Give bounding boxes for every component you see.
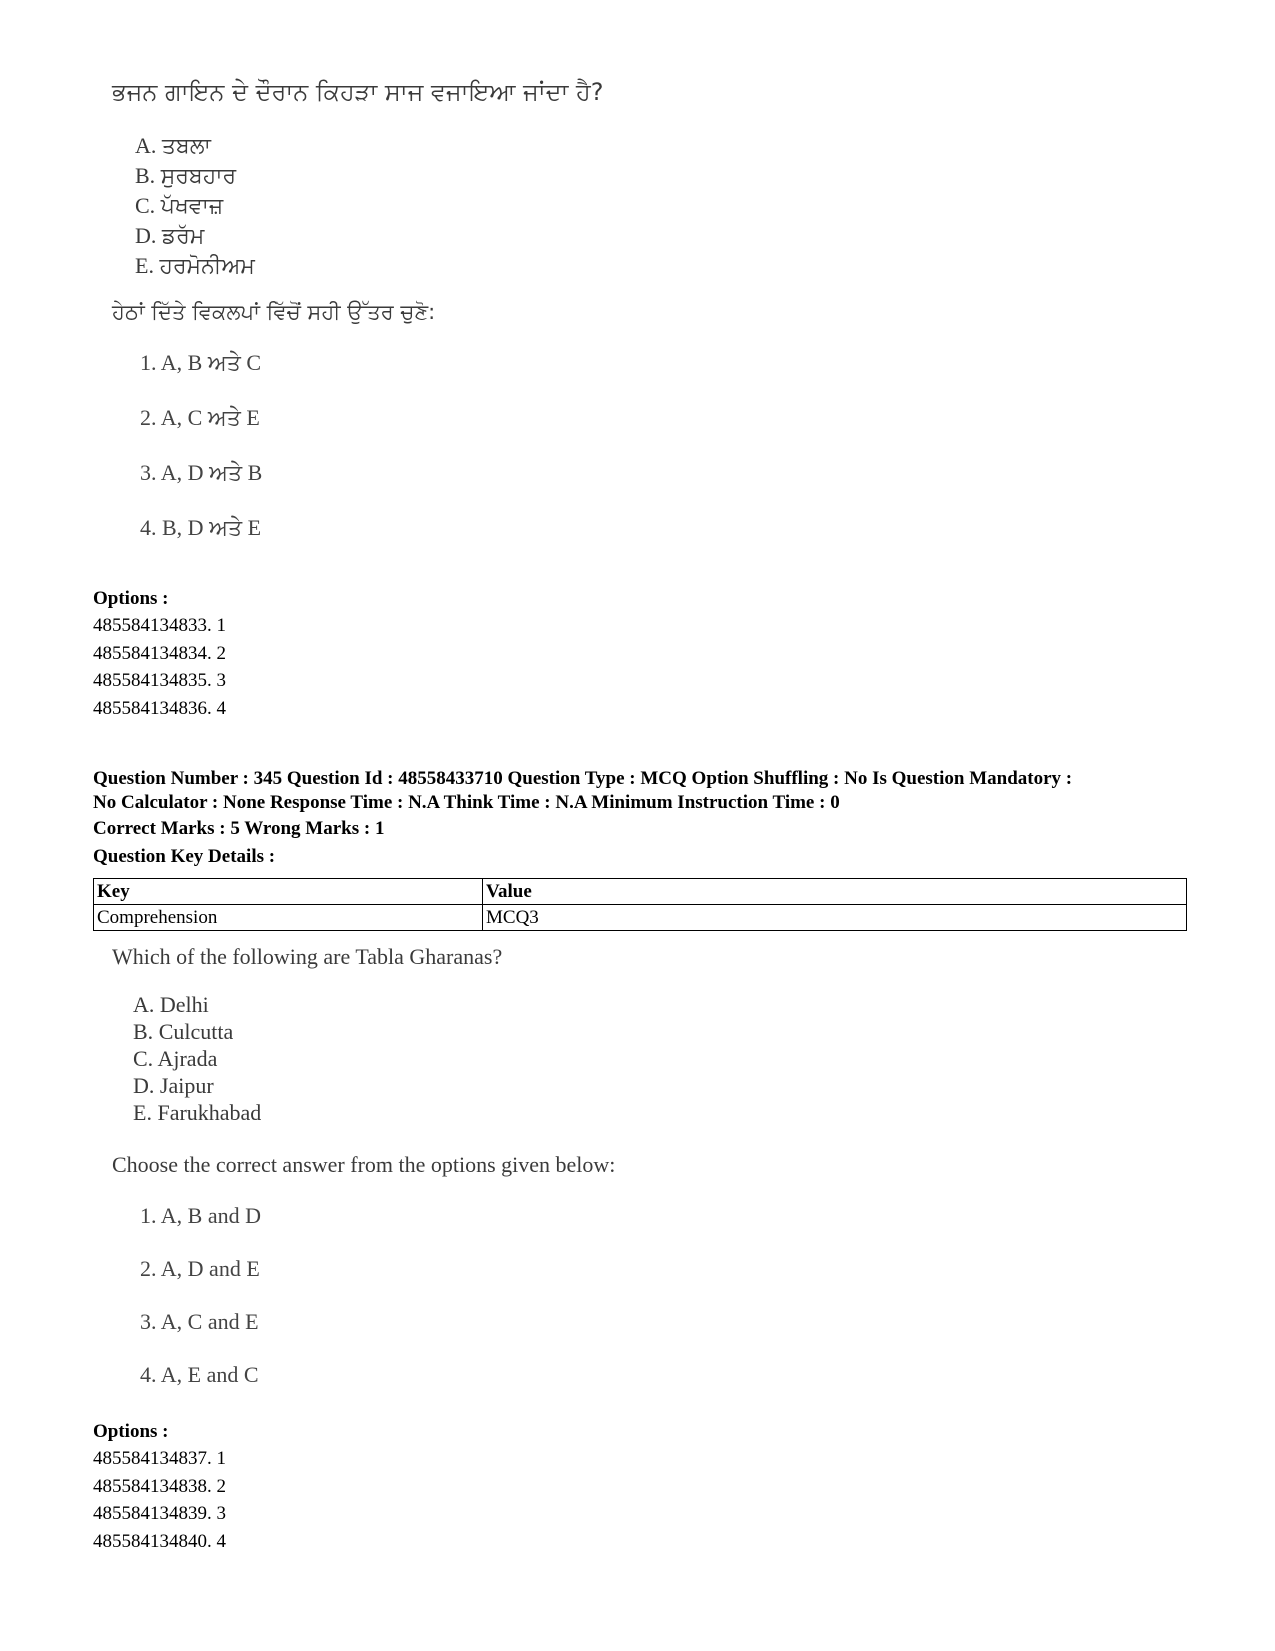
question-2-item-c: C. Ajrada: [133, 1046, 218, 1071]
question-1-item-b: B. ਸੁਰਬਹਾਰ: [135, 163, 237, 189]
key-table-header-key: Key: [94, 879, 483, 905]
question-2-choice-2: 2. A, D and E: [140, 1256, 260, 1281]
question-1-option-2: 485584134834. 2: [93, 643, 226, 664]
key-table-row: [94, 905, 1187, 931]
question-2-meta-line-1: Question Number : 345 Question Id : 48558433710 Question Type : MCQ Option Shuffling : No Is Question Mandatory :: [93, 768, 1073, 789]
question-1-options-label: Options :: [93, 588, 169, 609]
question-1-choice-2: 2. A, C ਅਤੇ E: [140, 405, 260, 431]
question-1-choice-3: 3. A, D ਅਤੇ B: [140, 460, 263, 486]
key-table-cell-value: MCQ3: [483, 905, 1187, 931]
question-2-choice-3: 3. A, C and E: [140, 1309, 259, 1334]
question-1-item-d: D. ਡਰੱਮ: [135, 223, 205, 249]
question-2-option-4: 485584134840. 4: [93, 1531, 226, 1552]
question-2-option-1: 485584134837. 1: [93, 1448, 226, 1469]
question-1-choice-4: 4. B, D ਅਤੇ E: [140, 515, 262, 541]
question-1-instruction: ਹੇਠਾਂ ਦਿੱਤੇ ਵਿਕਲਪਾਂ ਵਿੱਚੋਂ ਸਹੀ ਉੱਤਰ ਚੁਣੋ:: [112, 300, 436, 324]
question-1-choice-1: 1. A, B ਅਤੇ C: [140, 350, 262, 376]
key-table-cell-key: Comprehension: [94, 905, 483, 931]
question-2-item-b: B. Culcutta: [133, 1019, 234, 1044]
question-2-instruction: Choose the correct answer from the options given below:: [112, 1152, 616, 1177]
question-key-table: [93, 878, 1187, 931]
question-1-item-a: A. ਤਬਲਾ: [135, 133, 211, 159]
question-2-option-3: 485584134839. 3: [93, 1503, 226, 1524]
key-table-header-row: [94, 879, 1187, 905]
question-1-stem: ਭਜਨ ਗਾਇਨ ਦੇ ਦੌਰਾਨ ਕਿਹੜਾ ਸਾਜ ਵਜਾਇਆ ਜਾਂਦਾ ਹੈ?: [112, 78, 604, 106]
question-2-item-e: E. Farukhabad: [133, 1100, 262, 1125]
question-2-options-label: Options :: [93, 1421, 169, 1442]
question-2-key-details-label: Question Key Details :: [93, 846, 276, 867]
question-1-option-1: 485584134833. 1: [93, 615, 226, 636]
question-2-item-d: D. Jaipur: [133, 1073, 214, 1098]
question-1-item-c: C. ਪੱਖਵਾਜ਼: [135, 193, 224, 219]
question-1-option-3: 485584134835. 3: [93, 670, 226, 691]
question-2-choice-4: 4. A, E and C: [140, 1362, 259, 1387]
question-2-stem: Which of the following are Tabla Gharanas?: [112, 944, 503, 969]
question-2-marks: Correct Marks : 5 Wrong Marks : 1: [93, 818, 385, 839]
question-2-choice-1: 1. A, B and D: [140, 1203, 261, 1228]
question-1-option-4: 485584134836. 4: [93, 698, 226, 719]
question-2-meta-line-2: No Calculator : None Response Time : N.A Think Time : N.A Minimum Instruction Time : 0: [93, 792, 840, 813]
question-2-option-2: 485584134838. 2: [93, 1476, 226, 1497]
question-2-item-a: A. Delhi: [133, 992, 209, 1017]
key-table-header-value: Value: [483, 879, 1187, 905]
question-1-item-e: E. ਹਰਮੋਨੀਅਮ: [135, 253, 255, 279]
question-2-meta: [93, 767, 1193, 815]
